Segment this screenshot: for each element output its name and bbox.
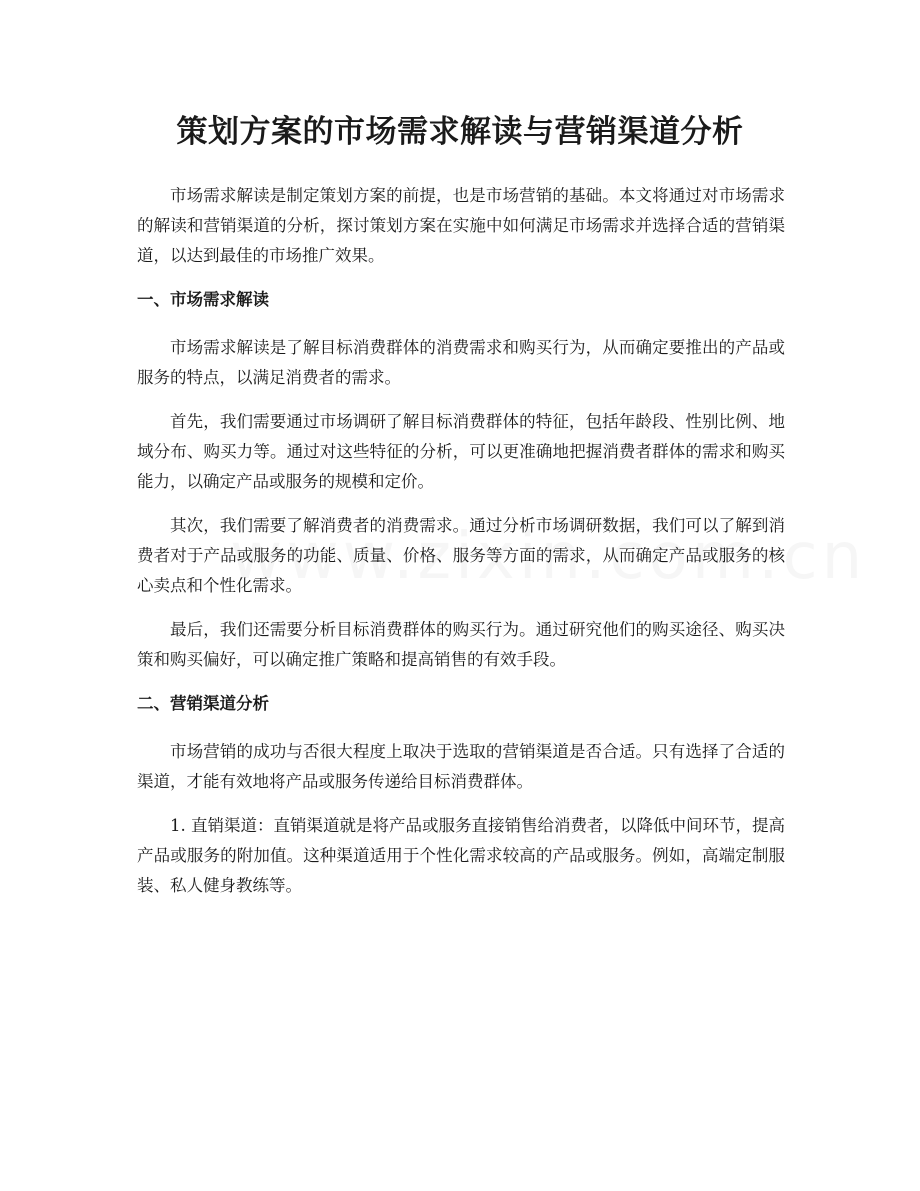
paragraph: 其次，我们需要了解消费者的消费需求。通过分析市场调研数据，我们可以了解到消费者对于产品或服务的功能、质量、价格、服务等方面的需求，从而确定产品或服务的核心卖点和个性化需求。 xyxy=(137,516,785,595)
page-title: 策划方案的市场需求解读与营销渠道分析 xyxy=(176,114,744,150)
section-heading-market-demand: 一、市场需求解读 xyxy=(137,290,269,309)
paragraph: 首先，我们需要通过市场调研了解目标消费群体的特征，包括年龄段、性别比例、地域分布、购买力等。通过对这些特征的分析，可以更准确地把握消费者群体的需求和购买能力，以确定产品或服务的规模和定价。 xyxy=(137,412,785,491)
paragraph: 市场需求解读是了解目标消费群体的消费需求和购买行为，从而确定要推出的产品或服务的特点，以满足消费者的需求。 xyxy=(137,338,785,387)
intro-paragraph: 市场需求解读是制定策划方案的前提，也是市场营销的基础。本文将通过对市场需求的解读和营销渠道的分析，探讨策划方案在实施中如何满足市场需求并选择合适的营销渠道，以达到最佳的市场推广效果。 xyxy=(137,186,785,265)
section-heading-marketing-channels: 二、营销渠道分析 xyxy=(137,694,269,713)
paragraph: 最后，我们还需要分析目标消费群体的购买行为。通过研究他们的购买途径、购买决策和购买偏好，可以确定推广策略和提高销售的有效手段。 xyxy=(137,620,785,669)
document-body xyxy=(137,181,785,915)
list-item-direct-sales: 1. 直销渠道：直销渠道就是将产品或服务直接销售给消费者，以降低中间环节，提高产品或服务的附加值。这种渠道适用于个性化需求较高的产品或服务。例如，高端定制服装、私人健身教练等。 xyxy=(137,816,785,895)
paragraph: 市场营销的成功与否很大程度上取决于选取的营销渠道是否合适。只有选择了合适的渠道，才能有效地将产品或服务传递给目标消费群体。 xyxy=(137,742,785,791)
